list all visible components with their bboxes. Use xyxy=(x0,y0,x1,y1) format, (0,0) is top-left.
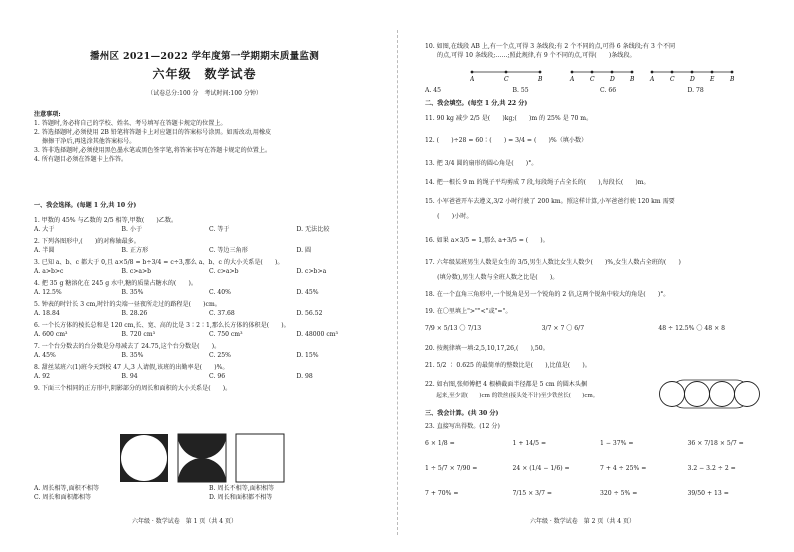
option: A. 12.5% xyxy=(34,289,62,296)
calc-row xyxy=(425,491,775,497)
notice-title: 注意事项: xyxy=(34,111,61,118)
question-stem: 17. 六年级某班男生人数是女生的 3/5,男生人数比女生人数少( )%,女生人数占全班的( ) xyxy=(425,259,681,266)
fill-q18 xyxy=(425,292,775,301)
option: A. 大于 xyxy=(34,226,55,233)
option: D. 周长和面积都不相等 xyxy=(209,494,273,501)
question-stem: 18. 在一个直角三角形中,一个锐角是另一个锐角的 2 倍,这两个锐角中较大的角是( )°。 xyxy=(425,291,670,298)
options-row xyxy=(34,290,384,299)
option: B. 35% xyxy=(121,352,144,359)
option: A. 600 cm³ xyxy=(34,331,68,338)
section-heading: 二、我会填空。(每空 1 分,共 22 分) xyxy=(425,100,528,107)
option: A. 周长相等,面积不相等 xyxy=(34,485,100,492)
question-stem: 9. 下面三个相同的正方形中,阴影部分的周长和面积的大小关系是( )。 xyxy=(34,385,232,392)
fill-q19 xyxy=(425,309,775,318)
options-row xyxy=(34,227,384,236)
question-stem: 14. 把一根长 9 m 的绳子平均剪成 7 段,每段绳子占全长的( ),每段长( )m。 xyxy=(425,179,650,186)
question-stem: 3. 已知 a、b、c 都大于 0,且 a×5/8 = b÷3/4 = c÷3,那么 a、b、c 的大小关系是( )。 xyxy=(34,259,284,266)
fill-q11 xyxy=(425,116,775,125)
calc-item: 7 + 70% = xyxy=(425,490,459,497)
question-stem: 5. 钟表的时针长 3 cm,时针的尖端一昼夜所走过的路程是( )cm。 xyxy=(34,301,221,308)
exam-title: 播州区 2021—2022 学年度第一学期期末质量监测 xyxy=(89,51,320,62)
option: C. 37.68 xyxy=(209,310,235,317)
question-stem: ( )小时。 xyxy=(425,213,473,220)
question-stem: 10. 如图,在线段 AB 上,有一个点,可得 3 条线段;有 2 个不同的点,可得 6 条线段;有 3 个不同 xyxy=(425,43,676,50)
question-10 xyxy=(425,44,775,62)
question-stem: 4. 把 35 g 糖溶化在 245 g 水中,糖的质量占糖水的( )。 xyxy=(34,280,197,287)
question-stem: 22. 如右图,张师傅把 4 根横截面半径都是 5 cm 的圆木头捆 xyxy=(425,381,588,388)
section-calc xyxy=(425,411,775,433)
section-heading: 三、我会计算。(共 30 分) xyxy=(425,410,499,417)
calc-item: 36 × 7/18 × 5/7 = xyxy=(687,440,744,447)
option: B. 正方形 xyxy=(121,247,149,254)
option: C. 66 xyxy=(600,87,617,94)
page-footer: 六年级 · 数学试卷 第 1 页（共 4 页） xyxy=(132,518,237,525)
section-choice xyxy=(34,203,384,395)
question-stem: 7. 一个台分数去的台分数是分母减去了 24.75,这个台分数是( )。 xyxy=(34,343,221,350)
logs-figure xyxy=(655,378,765,410)
question-stem: 12. ( )÷28 = 60∶( ) = 3/4 = ( )%（填小数） xyxy=(425,137,588,144)
question-stem: 的点,可得 10 条线段;……;照此规律,有 9 个不同的点,可得( )条线段。 xyxy=(437,52,636,59)
options-row xyxy=(34,332,384,341)
notice-line: 擦擦干净后,再选涂其他答案标号。 xyxy=(34,138,136,145)
calc-row xyxy=(425,466,775,472)
option: C. 750 cm³ xyxy=(209,331,243,338)
question-stem: 11. 90 kg 减少 2/5 是( )kg;( )m 的 25% 是 70 m。 xyxy=(425,115,593,122)
option: B. 35% xyxy=(121,289,144,296)
fill-q21 xyxy=(425,363,775,372)
figure-star-arcs xyxy=(236,434,284,482)
point-label: B xyxy=(630,76,635,82)
calc-item: 320 ÷ 5% = xyxy=(600,490,638,497)
option: B. 720 cm³ xyxy=(121,331,156,338)
question-stem: 起来,至少需( )cm 的铁丝(接头处不计)至少铁丝长( )cm。 xyxy=(425,393,599,399)
question-stem: 8. 甜丝某班六(1)班今天到校 47 人,3 人请假,该班的出勤率是( )%。 xyxy=(34,364,229,371)
calc-item: 7 + 4 ÷ 25% = xyxy=(600,465,647,472)
exam-subtitle: 六年级 数学试卷 xyxy=(152,67,257,81)
question-stem: 13. 把 3/4 圆的扇形的圆心角是( )°。 xyxy=(425,160,538,167)
option: B. c>a>b xyxy=(121,268,152,275)
option: D. 78 xyxy=(687,87,704,94)
fill-q20 xyxy=(425,346,775,355)
compare-row xyxy=(425,326,775,332)
option: C. 40% xyxy=(209,289,231,296)
notice-block xyxy=(34,112,384,166)
option: A. a>b>c xyxy=(34,268,64,275)
point-label: E xyxy=(710,76,715,82)
option: C. 等于 xyxy=(209,226,230,233)
option: B. 28.26 xyxy=(121,310,148,317)
options-row xyxy=(34,374,384,383)
question-stem: 16. 如果 a×3/5 = 1,那么 a+3/5 = ( )。 xyxy=(425,237,549,244)
section-heading: 一、我会选择。(每题 1 分,共 10 分) xyxy=(34,202,137,209)
point-label: D xyxy=(690,76,695,82)
option: A. 92 xyxy=(34,373,51,380)
option: D. 无法比较 xyxy=(296,226,330,233)
option: D. 圆 xyxy=(296,247,312,254)
option: B. 55 xyxy=(512,87,529,94)
option: C. 周长和面积都相等 xyxy=(34,494,92,501)
fill-q13 xyxy=(425,161,775,170)
fill-q14 xyxy=(425,180,775,189)
q10-options xyxy=(425,88,775,97)
calc-item: 3.2 − 3.2 ÷ 2 = xyxy=(687,465,736,472)
option: D. 15% xyxy=(296,352,319,359)
options-row xyxy=(34,353,384,362)
calc-item: 24 × (1/4 − 1/6) = xyxy=(512,465,570,472)
question-stem: 1. 甲数的 45% 与乙数的 2/5 相等,甲数( )乙数。 xyxy=(34,217,178,224)
notice-line: 4. 所有题目必须在答题卡上作答。 xyxy=(34,156,128,163)
fill-q22 xyxy=(425,382,655,403)
point-label: A xyxy=(470,76,475,82)
point-label: C xyxy=(670,76,675,82)
option: C. 25% xyxy=(209,352,231,359)
calc-item: 1 ÷ 5/7 × 7/90 = xyxy=(425,465,478,472)
question-stem: 2. 下列各图形中,( )的对称轴最多。 xyxy=(34,238,140,245)
calc-item: 7/15 × 3/7 = xyxy=(512,490,553,497)
section-fill xyxy=(425,101,775,110)
notice-line: 2. 答选择题时,必须使用 2B 铅笔将答题卡上对应题目的答案标号涂黑。如需改动,用橡皮 xyxy=(34,129,272,136)
q10-segments xyxy=(470,68,770,82)
option: A. 18.84 xyxy=(34,310,60,317)
question-stem: 19. 在〇里填上">""<"或"="。 xyxy=(425,308,512,315)
compare-item: 48 ÷ 12.5% 〇 48 × 8 xyxy=(658,325,726,332)
option: D. c>b>a xyxy=(296,268,327,275)
question-stem: (填分数),男生人数与全班人数之比是( )。 xyxy=(425,274,559,281)
notice-line: 1. 答题时,务必将自己的学校、姓名、考号填写在答题卡规定的位置上。 xyxy=(34,120,227,127)
compare-item: 7/9 × 5/13 〇 7/13 xyxy=(425,325,482,332)
q9-figures xyxy=(118,432,288,484)
option: D. 56.52 xyxy=(296,310,323,317)
options-row xyxy=(34,269,384,278)
page-footer: 六年级 · 数学试卷 第 2 页（共 4 页） xyxy=(530,518,635,525)
calc-row xyxy=(425,441,775,447)
options-row xyxy=(34,248,384,257)
figure-circle-in-square xyxy=(120,434,168,482)
option: B. 94 xyxy=(121,373,138,380)
q9-options xyxy=(34,486,384,504)
calc-item: 39/50 + 13 = xyxy=(687,490,729,497)
notice-line: 3. 答非选择题时,必须使用黑色墨水笔或黑色签字笔,将答案书写在答题卡规定的位置上。 xyxy=(34,147,272,154)
figure-two-semicircles xyxy=(178,434,226,482)
option: D. 48000 cm³ xyxy=(296,331,338,338)
page-divider xyxy=(397,30,398,535)
fill-q15 xyxy=(425,199,775,223)
question-stem: 6. 一个长方体的棱长总和是 120 cm,长、宽、高的比是 3∶2∶1,那么长方体的体积是( )。 xyxy=(34,322,290,329)
option: C. 等边三角形 xyxy=(209,247,248,254)
option: D. 98 xyxy=(296,373,313,380)
point-label: A xyxy=(650,76,655,82)
option: A. 半圆 xyxy=(34,247,55,254)
option: D. 45% xyxy=(296,289,319,296)
question-stem: 23. 直接写出得数。(12 分) xyxy=(425,423,500,430)
question-stem: 20. 按规律填一填:2,5,10,17,26,( ),50。 xyxy=(425,345,549,352)
point-label: B xyxy=(538,76,543,82)
option: C. 96 xyxy=(209,373,226,380)
fill-q17 xyxy=(425,260,775,284)
point-label: C xyxy=(590,76,595,82)
point-label: A xyxy=(570,76,575,82)
fill-q12 xyxy=(425,138,775,147)
point-label: D xyxy=(610,76,615,82)
calc-item: 6 × 1/8 = xyxy=(425,440,455,447)
option: A. 45 xyxy=(425,87,442,94)
point-label: C xyxy=(504,76,509,82)
option: B. 周长不相等,面积相等 xyxy=(209,485,275,492)
option: C. c>a>b xyxy=(209,268,239,275)
calc-item: 1 − 37% = xyxy=(600,440,634,447)
option: B. 小于 xyxy=(121,226,143,233)
calc-item: 1 + 14/5 = xyxy=(512,440,547,447)
fill-q16 xyxy=(425,238,775,247)
options-row xyxy=(425,88,775,97)
options-row xyxy=(34,495,384,504)
question-stem: 15. 小军爸爸开车去遵义,3/2 小时行驶了 200 km。照这样计算,小军爸爸行驶 120 km 需要 xyxy=(425,198,675,205)
question-stem: 21. 5/2 ∶ 0.625 的最简单的整数比是( ),比值是( )。 xyxy=(425,362,591,369)
options-row xyxy=(34,311,384,320)
option: A. 45% xyxy=(34,352,56,359)
exam-meta: （试卷总分:100 分 考试时间:100 分钟） xyxy=(147,90,262,97)
point-label: B xyxy=(730,76,735,82)
compare-item: 3/7 × 7 〇 6/7 xyxy=(541,325,585,332)
